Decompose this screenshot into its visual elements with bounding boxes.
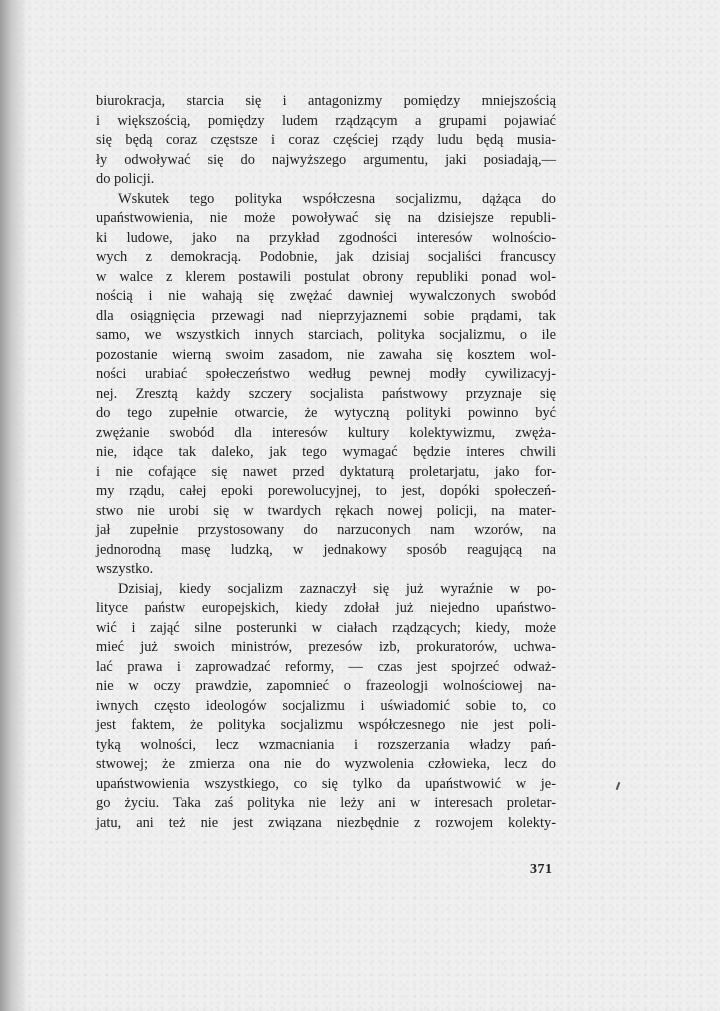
text-line: go życiu. Taka zaś polityka nie leży ani w interesach proletar- [96, 795, 556, 811]
text-line: stwo nie urobi się w twardych rękach nowej policji, na mater- [96, 502, 556, 519]
body-text [96, 92, 556, 833]
text-line: i nie cofające się nawet przed dyktaturą proletarjatu, jako for- [96, 463, 556, 480]
text-line: upaństwowienia, nie może powoływać się na dzisiejsze republi- [96, 210, 556, 226]
text-line: nością i nie wahają się zwężać dawniej wywalczonych swobód [96, 288, 556, 304]
text-line: iwnych często ideologów socjalizmu i uświadomić sobie to, co [96, 697, 556, 714]
text-line: Wskutek tego polityka współczesna socjalizmu, dążąca do [118, 190, 556, 207]
text-line: nie w oczy prawdzie, zapomnieć o frazeologji wolnościowej na- [96, 678, 556, 694]
paragraph-1 [96, 92, 556, 190]
paragraph-3 [96, 580, 556, 834]
text-line: lać prawa i zaprowadzać reformy, — czas jest spojrzeć odważ- [96, 658, 556, 675]
text-line: biurokracja, starcia się i antagonizmy pomiędzy mniejszością [96, 93, 556, 109]
text-line: my rządu, całej epoki porewolucyjnej, to jest, dopóki społeczeń- [96, 483, 556, 499]
paragraph-2 [96, 190, 556, 580]
page-number: 371 [530, 862, 553, 877]
text-line: stwowej; że zmierza ona nie do wyzwolenia człowieka, lecz do [96, 756, 556, 772]
text-line: jednorodną masę ludzką, w jednakowy sposób reagującą na [96, 541, 556, 558]
text-line: mieć już swoich ministrów, prezesów izb, prokuratorów, uchwa- [96, 639, 556, 655]
text-line: tyką wolności, lecz wzmacniania i rozszerzania władzy pań- [96, 736, 556, 753]
text-line: ności urabiać społeczeństwo według pewnej modły cywilizacyj- [96, 366, 556, 382]
margin-mark [616, 782, 621, 790]
text-line: pozostanie wierną swoim zasadom, nie zawaha się kosztem wol- [96, 346, 556, 363]
page-gutter-shadow [0, 0, 28, 1011]
text-line: i większością, pomiędzy ludem rządzącym a grupami pojawiać [96, 112, 556, 129]
text-line: dla osiągnięcia przewagi nad nieprzyjaznemi sobie prądami, tak [96, 307, 556, 324]
text-line: do policji. [96, 171, 155, 187]
text-line: jatu, ani też nie jest związana niezbędnie z rozwojem kolekty- [96, 814, 556, 831]
text-line: do tego zupełnie otwarcie, że wytyczną polityki powinno być [96, 405, 556, 421]
text-line: zwężanie swobód dla interesów kultury kolektywizmu, zwęża- [96, 424, 556, 441]
text-line: upaństwowienia wszystkiego, co się tylko da upaństwowić w je- [96, 775, 556, 792]
text-line: wić i zająć silne posterunki w ciałach rządzących; kiedy, może [96, 619, 556, 636]
text-line: lityce państw europejskich, kiedy zdołał już niejedno upaństwo- [96, 600, 556, 616]
text-line: ki ludowe, jako na przykład zgodności interesów wolnościo- [96, 229, 556, 246]
text-line: nie, idące tak daleko, jak tego wymagać będzie interes chwili [96, 444, 556, 460]
text-line: samo, we wszystkich innych starciach, polityka socjalizmu, o ile [96, 327, 556, 343]
text-line: w walce z klerem postawili postulat obrony republiki ponad wol- [96, 268, 556, 285]
text-line: Dzisiaj, kiedy socjalizm zaznaczył się już wyraźnie w po- [118, 580, 556, 597]
text-line: się będą coraz częstsze i coraz częściej rządy ludu będą musia- [96, 132, 556, 148]
text-line: wych z demokracją. Podobnie, jak dzisiaj socjaliści francuscy [96, 249, 556, 265]
text-line: ły odwoływać się do najwyższego argumentu, jaki posiadają,— [96, 151, 556, 168]
text-line: nej. Zresztą każdy szczery socjalista państwowy przyznaje się [96, 385, 556, 402]
text-line: wszystko. [96, 561, 154, 577]
text-line: jał zupełnie przystosowany do narzuconych nam wzorów, na [96, 522, 556, 538]
text-line: jest faktem, że polityka socjalizmu współczesnego nie jest poli- [96, 717, 556, 733]
